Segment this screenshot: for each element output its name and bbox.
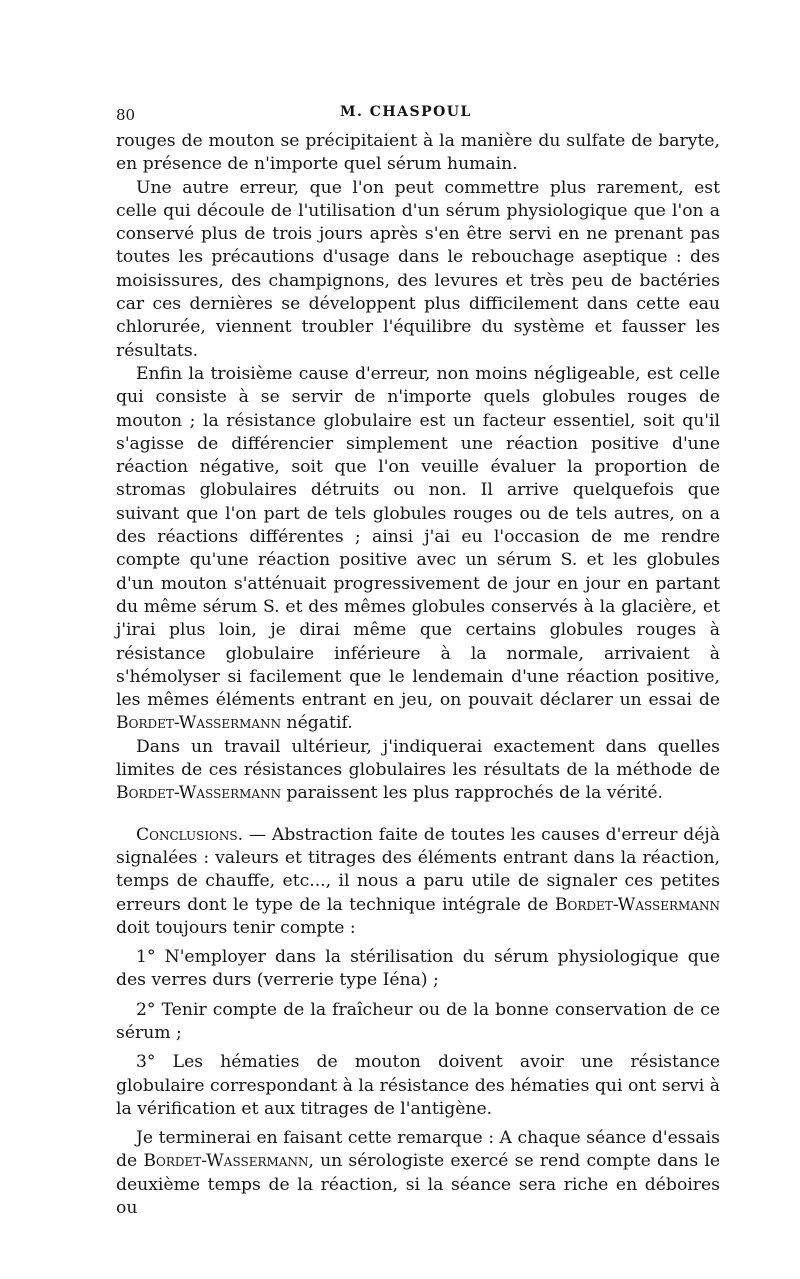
- page-header: [116, 100, 720, 126]
- paragraph-second-error: Une autre erreur, que l'on peut commettre plus rarement, est celle qui découle de l'utilisation d'un sérum physiologique que l'on a conservé plus de trois jours après s'en être servi en ne prenant pas toutes les précautions d'usage dans le rebouchage aseptique : des moisissures, des champignons, des levures et très peu de bactéries car ces dernières se développent plus difficilement dans cette eau chlorurée, viennent troubler l'équilibre du système et fausser les résultats.: [116, 177, 720, 361]
- paragraph-final-remark: [116, 1127, 720, 1220]
- paragraph-text: paraissent les plus rapprochés de la vérité.: [286, 783, 663, 804]
- running-head: M. CHASPOUL: [340, 104, 472, 120]
- page-number: 80: [116, 106, 136, 124]
- conclusion-item-1: 1° N'employer dans la stérilisation du sérum physiologique que des verres durs (verrerie type Iéna) ;: [116, 947, 720, 991]
- author-name: Bordet-Wassermann: [143, 1151, 309, 1172]
- paragraph-text: doit toujours tenir compte :: [116, 917, 356, 938]
- paragraph-text: négatif.: [286, 713, 353, 734]
- paragraph-conclusions: [116, 824, 720, 940]
- section-label: Conclusions.: [136, 824, 244, 845]
- paragraph-text: Enfin la troisième cause d'erreur, non moins négligeable, est celle qui consiste à se servir de n'importe quels globules rouges de mouton ; la résistance globulaire est un facteur essentiel, soit qu'il s'agisse de différencier simplement une réaction positive d'une réaction négative, soit que l'on veuille évaluer la proportion de stromas globulaires détruits ou non. Il arrive quelquefois que suivant que l'on part de tels globules rouges ou de tels autres, on a des réactions différentes ; ainsi j'ai eu l'occasion de me rendre compte qu'une réaction positive avec un sérum S. et les globules d'un mouton s'atténuait progressivement de jour en jour en partant du même sérum S. et des mêmes globules conservés à la glacière, et j'irai plus loin, je dirai même que certains globules rouges à résistance globulaire inférieure à la normale, arrivaient à s'hémolyser si facilement que le lendemain d'une réaction positive, les mêmes éléments entrant en jeu, on pouvait déclarer un essai de: [116, 363, 720, 711]
- paragraph-text: — Abstraction faite de toutes les causes d'erreur déjà signalées : valeurs et titrages des éléments entrant dans la réaction, temps de chauffe, etc..., il nous a paru utile de signaler ces petites erreurs dont le type de la technique intégrale de: [116, 824, 720, 915]
- conclusion-item-2: 2° Tenir compte de la fraîcheur ou de la bonne conservation de ce sérum ;: [116, 999, 720, 1043]
- paragraph-text: Dans un travail ultérieur, j'indiquerai exactement dans quelles limites de ces résistances globulaires les résultats de la méthode de: [116, 736, 720, 781]
- paragraph-text: Je terminerai en faisant cette remarque : A chaque séance d'essais de: [116, 1128, 720, 1172]
- author-name: Bordet-Wassermann: [116, 783, 282, 804]
- author-name: Bordet-Wassermann: [554, 894, 720, 915]
- paragraph-further-work: [116, 736, 720, 806]
- author-name: Bordet-Wassermann: [116, 713, 282, 734]
- paragraph-continuation: rouges de mouton se précipitaient à la manière du sulfate de baryte, en présence de n'importe quel sérum humain.: [116, 131, 720, 175]
- paragraph-third-error: [116, 363, 720, 736]
- paragraph-text: , un sérologiste exercé se rend compte dans le deuxième temps de la réaction, si la séance sera riche en déboires ou: [116, 1151, 720, 1219]
- body-text: [116, 130, 720, 1220]
- conclusion-item-3: 3° Les hématies de mouton doivent avoir une résistance globulaire correspondant à la résistance des hématies qui ont servi à la vérification et aux titrages de l'antigène.: [116, 1052, 720, 1119]
